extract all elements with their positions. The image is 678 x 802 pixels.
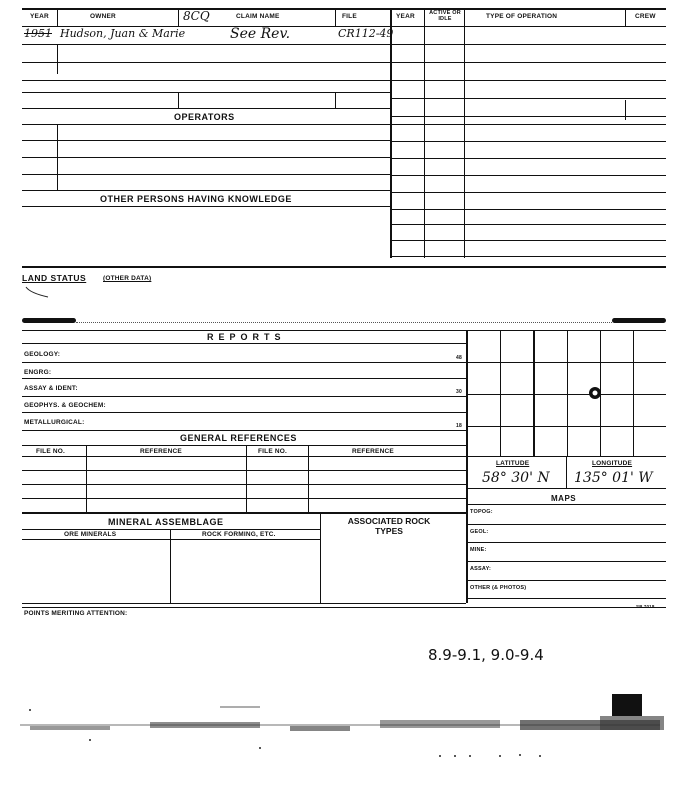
separator-line — [76, 322, 612, 323]
divider — [424, 8, 425, 258]
divider — [57, 124, 58, 190]
row-line — [22, 157, 390, 158]
points-meriting-label: POINTS MERITING ATTENTION: — [24, 610, 128, 617]
row-line — [22, 396, 466, 397]
row-line — [390, 209, 666, 210]
grid-line — [466, 362, 666, 363]
row-line — [22, 512, 466, 514]
col-active-idle-label: ACTIVE OR IDLE — [429, 10, 461, 22]
row-line — [22, 445, 466, 446]
check-mark-icon — [24, 285, 52, 299]
metallurgical-num: 18 — [456, 423, 462, 429]
divider — [57, 44, 58, 74]
separator-mark — [22, 318, 76, 323]
row-line — [22, 378, 466, 379]
row-line — [466, 524, 666, 525]
grid-line — [500, 330, 501, 456]
row-line — [22, 62, 390, 63]
row-line — [22, 174, 390, 175]
col-type-operation-label: TYPE OF OPERATION — [486, 13, 558, 20]
ore-minerals-label: ORE MINERALS — [64, 531, 117, 538]
row-line — [390, 224, 666, 225]
grid-line — [633, 330, 634, 456]
divider — [178, 92, 179, 108]
row-line — [466, 504, 666, 505]
row-line — [390, 192, 666, 193]
handwritten-bottom-numbers: 8.9-9.1, 9.0-9.4 — [428, 646, 544, 664]
location-marker-icon — [588, 386, 602, 400]
grid-line — [466, 394, 666, 395]
col-owner-label: OWNER — [90, 13, 116, 20]
col-file-label: FILE — [342, 13, 357, 20]
separator-mark — [612, 318, 666, 323]
rock-forming-label: ROCK FORMING, ETC. — [202, 531, 276, 538]
divider — [246, 445, 247, 512]
row-line — [22, 206, 390, 207]
main-vertical-divider — [390, 8, 392, 258]
divider — [335, 8, 336, 26]
grid-line — [567, 330, 568, 456]
geology-label: GEOLOGY: — [24, 351, 61, 358]
col-crew-label: CREW — [635, 13, 656, 20]
latitude-label: LATITUDE — [496, 460, 530, 467]
ref-reference2-label: REFERENCE — [352, 448, 394, 455]
divider — [625, 100, 626, 120]
col-year-label: YEAR — [30, 13, 49, 20]
handwritten-latitude: 58° 30' N — [482, 470, 550, 486]
row-line — [466, 561, 666, 562]
col-claim-name-label: CLAIM NAME — [236, 13, 280, 20]
right-panel-divider — [466, 330, 468, 603]
row-line — [466, 488, 666, 489]
handwritten-claim: See Rev. — [230, 26, 291, 42]
col-year2-label: YEAR — [396, 13, 415, 20]
row-line — [466, 542, 666, 543]
divider — [86, 445, 87, 512]
row-line — [390, 124, 666, 125]
row-line — [390, 62, 666, 63]
row-line — [22, 124, 390, 125]
mine-label: MINE: — [470, 547, 487, 553]
land-status-heading: LAND STATUS — [22, 273, 87, 283]
geol-label: GEOL: — [470, 529, 489, 535]
reports-top-line — [22, 330, 666, 331]
geophys-label: GEOPHYS. & GEOCHEM: — [24, 402, 106, 409]
grid-line — [533, 330, 535, 456]
maps-heading: MAPS — [551, 494, 577, 503]
other-persons-heading: OTHER PERSONS HAVING KNOWLEDGE — [100, 194, 292, 204]
row-line — [22, 44, 390, 45]
divider — [57, 8, 58, 26]
row-line — [22, 190, 390, 191]
geology-num: 48 — [456, 355, 462, 361]
row-line — [22, 430, 466, 431]
row-line — [22, 108, 390, 109]
row-line — [22, 470, 466, 471]
row-line — [22, 80, 390, 81]
assay-map-label: ASSAY: — [470, 566, 492, 572]
row-line — [390, 240, 666, 241]
operators-heading: OPERATORS — [174, 112, 235, 122]
handwritten-longitude: 135° 01' W — [574, 470, 653, 486]
ref-reference-label: REFERENCE — [140, 448, 182, 455]
row-line — [390, 80, 666, 81]
row-line — [22, 484, 466, 485]
row-line — [390, 158, 666, 159]
row-line — [390, 98, 666, 99]
divider — [335, 92, 336, 108]
row-line — [22, 603, 466, 604]
row-line — [22, 539, 320, 540]
row-line — [22, 498, 466, 499]
divider — [320, 512, 321, 603]
row-line — [22, 607, 666, 608]
handwritten-year: 1951 — [24, 27, 52, 40]
divider — [625, 8, 626, 26]
row-line — [390, 44, 666, 45]
row-line — [390, 175, 666, 176]
divider — [178, 8, 179, 26]
divider — [464, 8, 465, 258]
handwritten-owner: Hudson, Juan & Marie — [60, 27, 186, 40]
row-line — [22, 456, 466, 457]
ref-file-no2-label: FILE NO. — [258, 448, 288, 455]
divider — [170, 529, 171, 603]
row-line — [22, 412, 466, 413]
handwritten-file: CR112-49 — [338, 27, 394, 40]
land-status-subheading: (OTHER DATA) — [103, 275, 152, 282]
associated-rock-types-heading: ASSOCIATED ROCK TYPES — [347, 516, 431, 536]
topog-label: TOPOG: — [470, 509, 493, 515]
row-line — [22, 529, 320, 530]
form-number: SP 7018 — [636, 604, 655, 609]
top-border — [22, 8, 666, 10]
engrg-label: ENGRG: — [24, 369, 52, 376]
grid-line — [466, 426, 666, 427]
assay-label: ASSAY & IDENT: — [24, 385, 78, 392]
ref-file-no-label: FILE NO. — [36, 448, 66, 455]
row-line — [22, 343, 466, 344]
section-border — [22, 266, 666, 268]
row-line — [390, 141, 666, 142]
assay-num: 30 — [456, 389, 462, 395]
handwritten-code: 8CQ — [183, 9, 210, 23]
other-photos-label: OTHER (& PHOTOS) — [470, 585, 527, 591]
divider — [566, 456, 567, 488]
scan-noise — [0, 680, 678, 760]
longitude-label: LONGITUDE — [592, 460, 633, 467]
reports-heading: REPORTS — [207, 332, 286, 342]
row-line — [466, 580, 666, 581]
divider — [308, 445, 309, 512]
general-references-heading: GENERAL REFERENCES — [180, 433, 297, 443]
row-line — [22, 140, 390, 141]
metallurgical-label: METALLURGICAL: — [24, 419, 85, 426]
row-line — [466, 598, 666, 599]
row-line — [22, 362, 466, 363]
mineral-assemblage-heading: MINERAL ASSEMBLAGE — [108, 517, 224, 527]
row-line — [390, 256, 666, 257]
